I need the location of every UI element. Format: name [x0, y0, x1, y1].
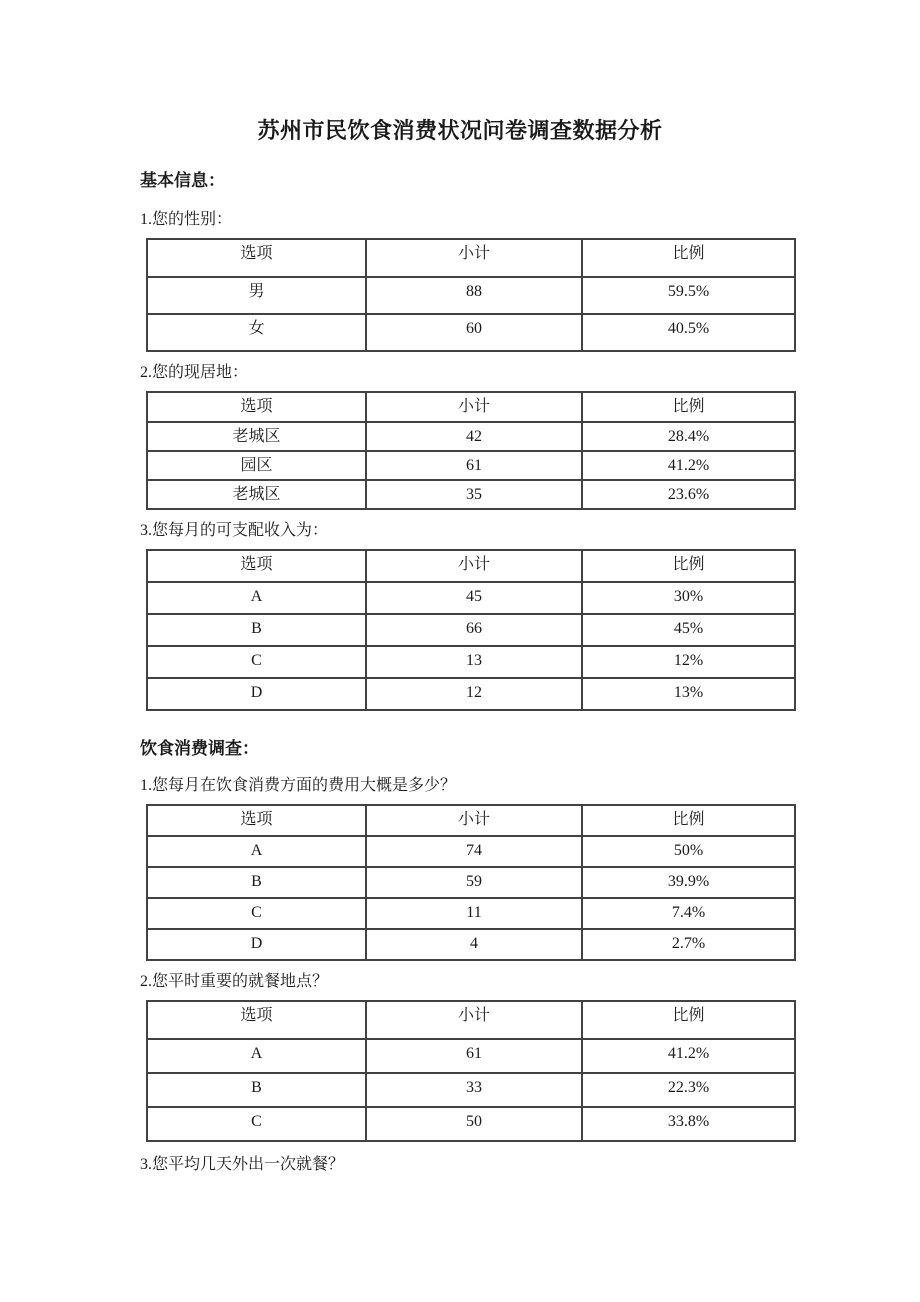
table-cell: 66	[366, 614, 582, 646]
table-cell: 40.5%	[582, 314, 795, 351]
section-heading: 饮食消费调查：	[140, 739, 259, 759]
table-cell: 老城区	[147, 422, 366, 451]
question-label: 3.您每月的可支配收入为：	[140, 522, 329, 540]
table-cell: 33.8%	[582, 1107, 795, 1141]
table-cell: C	[147, 898, 366, 929]
table-cell: 59	[366, 867, 582, 898]
table-cell: 61	[366, 451, 582, 480]
table-header-cell: 小计	[366, 1001, 582, 1039]
table-row	[147, 1073, 795, 1107]
table-cell: 50%	[582, 836, 795, 867]
table-cell: 12	[366, 678, 582, 710]
table-cell: 7.4%	[582, 898, 795, 929]
table-cell: 4	[366, 929, 582, 960]
table-row	[147, 314, 795, 351]
survey-table-income	[146, 549, 796, 711]
question-label: 1.您每月在饮食消费方面的费用大概是多少？	[140, 776, 457, 794]
table-cell: 45%	[582, 614, 795, 646]
table-cell: A	[147, 1039, 366, 1073]
table-header-cell: 比例	[582, 239, 795, 277]
table-cell: 2.7%	[582, 929, 795, 960]
question-label: 3.您平均几天外出一次就餐？	[140, 1156, 345, 1174]
survey-table-residence	[146, 391, 796, 510]
table-cell: 88	[366, 277, 582, 314]
table-header-cell: 小计	[366, 550, 582, 582]
table-cell: C	[147, 646, 366, 678]
table-cell: A	[147, 836, 366, 867]
table-row	[147, 898, 795, 929]
table-header-cell: 选项	[147, 1001, 366, 1039]
table-cell: 女	[147, 314, 366, 351]
table-cell: D	[147, 678, 366, 710]
table-cell: C	[147, 1107, 366, 1141]
table-cell: B	[147, 867, 366, 898]
table-header-row	[147, 239, 795, 277]
table-cell: 男	[147, 277, 366, 314]
table-header-cell: 比例	[582, 550, 795, 582]
table-header-cell: 比例	[582, 392, 795, 422]
table-cell: 11	[366, 898, 582, 929]
table-cell: 12%	[582, 646, 795, 678]
document-title: 苏州市民饮食消费状况问卷调查数据分析	[257, 118, 663, 143]
table-row	[147, 451, 795, 480]
section-diet-survey	[140, 739, 920, 1174]
table-cell: 23.6%	[582, 480, 795, 509]
table-row	[147, 480, 795, 509]
table-header-row	[147, 392, 795, 422]
table-header-cell: 选项	[147, 239, 366, 277]
table-row	[147, 422, 795, 451]
table-cell: D	[147, 929, 366, 960]
table-row	[147, 277, 795, 314]
table-cell: B	[147, 614, 366, 646]
table-cell: 74	[366, 836, 582, 867]
table-header-row	[147, 805, 795, 836]
table-row	[147, 836, 795, 867]
table-cell: B	[147, 1073, 366, 1107]
table-cell: 13%	[582, 678, 795, 710]
table-cell: 35	[366, 480, 582, 509]
table-row	[147, 1107, 795, 1141]
table-cell: 59.5%	[582, 277, 795, 314]
table-cell: 13	[366, 646, 582, 678]
table-header-cell: 选项	[147, 805, 366, 836]
table-cell: 42	[366, 422, 582, 451]
table-cell: 41.2%	[582, 1039, 795, 1073]
question-label: 2.您的现居地：	[140, 363, 249, 381]
table-row	[147, 1039, 795, 1073]
table-cell: 61	[366, 1039, 582, 1073]
question-label: 1.您的性别：	[140, 210, 233, 228]
table-header-cell: 小计	[366, 805, 582, 836]
table-cell: 园区	[147, 451, 366, 480]
table-row	[147, 582, 795, 614]
table-cell: A	[147, 582, 366, 614]
table-header-row	[147, 1001, 795, 1039]
survey-table-monthly-cost	[146, 804, 796, 961]
question-label: 2.您平时重要的就餐地点？	[140, 972, 329, 990]
table-header-cell: 小计	[366, 239, 582, 277]
table-cell: 60	[366, 314, 582, 351]
table-header-row	[147, 550, 795, 582]
table-row	[147, 929, 795, 960]
survey-table-gender	[146, 238, 796, 352]
table-row	[147, 678, 795, 710]
table-cell: 39.9%	[582, 867, 795, 898]
table-row	[147, 646, 795, 678]
table-row	[147, 614, 795, 646]
table-cell: 30%	[582, 582, 795, 614]
table-cell: 28.4%	[582, 422, 795, 451]
table-header-cell: 比例	[582, 1001, 795, 1039]
table-header-cell: 小计	[366, 392, 582, 422]
table-cell: 老城区	[147, 480, 366, 509]
table-cell: 45	[366, 582, 582, 614]
section-heading: 基本信息：	[140, 171, 225, 191]
table-row	[147, 867, 795, 898]
table-cell: 22.3%	[582, 1073, 795, 1107]
table-cell: 41.2%	[582, 451, 795, 480]
table-header-cell: 选项	[147, 550, 366, 582]
table-cell: 50	[366, 1107, 582, 1141]
survey-table-dining-place	[146, 1000, 796, 1142]
table-header-cell: 选项	[147, 392, 366, 422]
table-header-cell: 比例	[582, 805, 795, 836]
section-basic-info	[140, 171, 920, 711]
table-cell: 33	[366, 1073, 582, 1107]
